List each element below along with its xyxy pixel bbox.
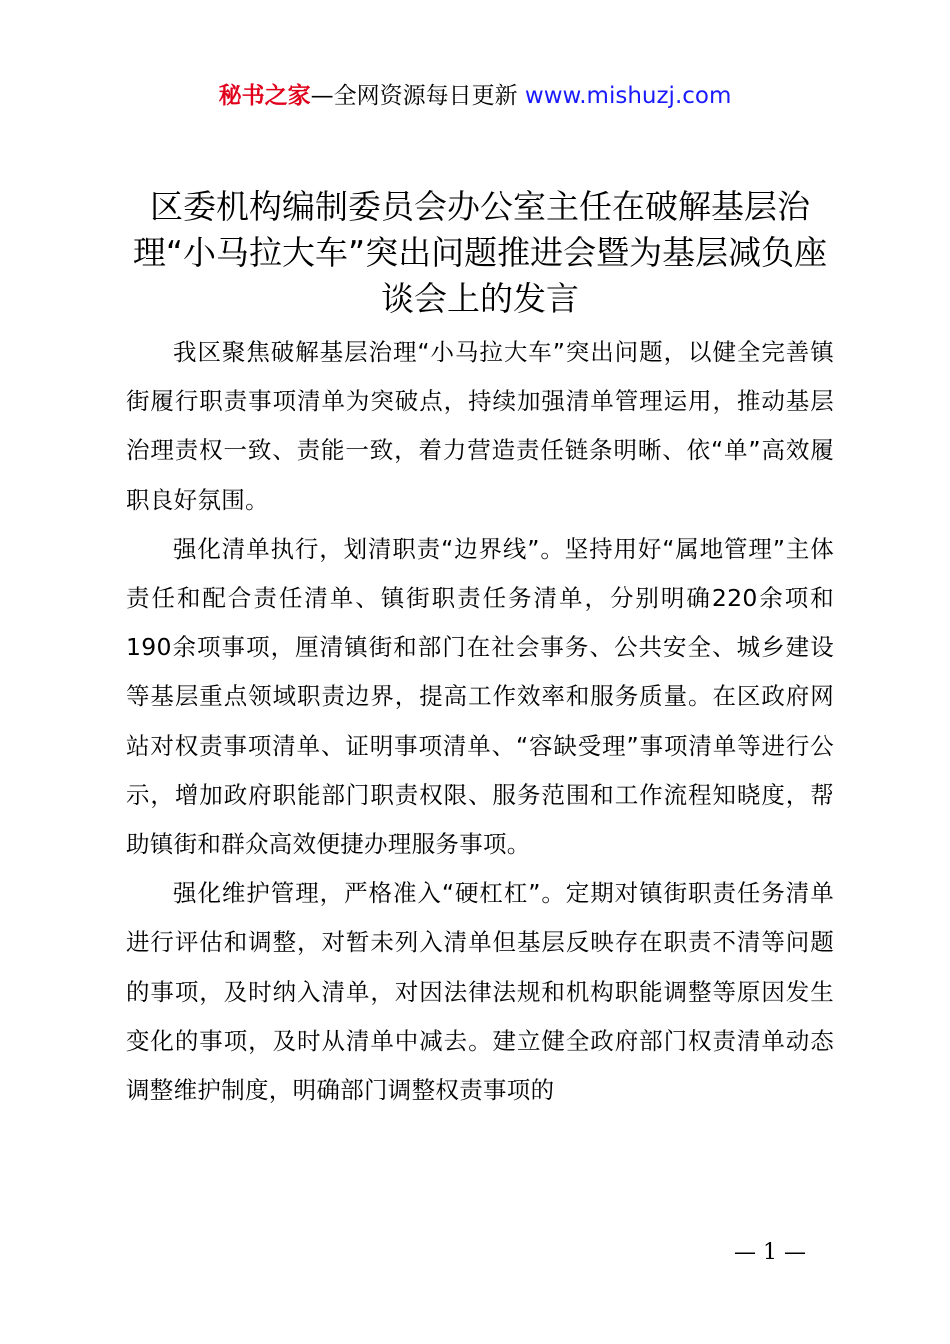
paragraph-intro: 我区聚焦破解基层治理“小马拉大车”突出问题，以健全完善镇街履行职责事项清单为突破点，持续加强清单管理运用，推动基层治理责权一致、责能一致，着力营造责任链条明晰、依“单”高效履职良好氛围。 [126,338,834,514]
site-tagline: —全网资源每日更新 [310,83,525,109]
paragraph-list-execution: 强化清单执行，划清职责“边界线”。坚持用好“属地管理”主体责任和配合责任清单、镇街职责任务清单，分别明确220余项和190余项事项，厘清镇街和部门在社会事务、公共安全、城乡建设等基层重点领域职责边界，提高工作效率和服务质量。在区政府网站对权责事项清单、证明事项清单、“容缺受理”事项清单等进行公示，增加政府职能部门职责权限、服务范围和工作流程知晓度，帮助镇街和群众高效便捷办理服务事项。 [126,534,834,859]
site-url-link[interactable]: www.mishuzj.com [524,83,732,109]
paragraph-maintenance: 强化维护管理，严格准入“硬杠杠”。定期对镇街职责任务清单进行评估和调整，对暂未列入清单但基层反映存在职责不清等问题的事项，及时纳入清单，对因法律法规和机构职能调整等原因发生变化的事项，及时从清单中减去。建立健全政府部门权责清单动态调整维护制度，明确部门调整权责事项的 [126,879,834,1105]
document-title: 区委机构编制委员会办公室主任在破解基层治理“小马拉大车”突出问题推进会暨为基层减负座谈会上的发言 [132,187,828,318]
site-brand: 秘书之家 [218,83,311,109]
document-body [126,328,834,1115]
site-header [0,80,950,112]
page-number: — 1 — [734,1240,806,1265]
